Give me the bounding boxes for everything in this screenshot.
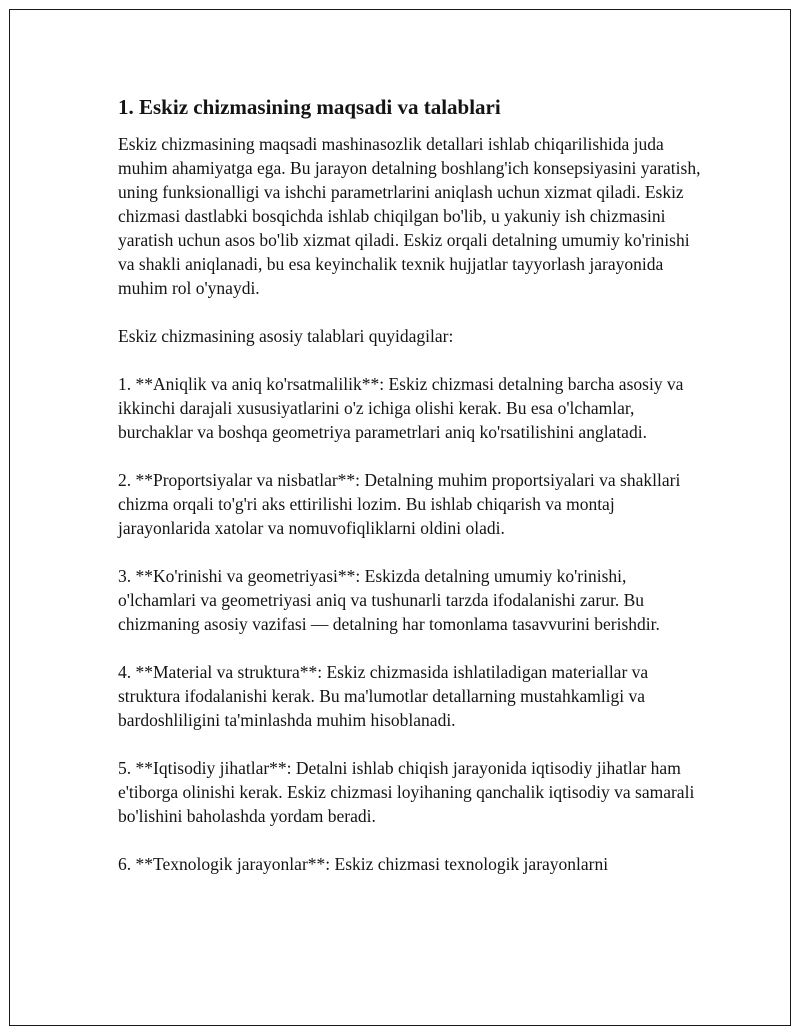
requirement-item-1: 1. **Aniqlik va aniq ko'rsatmalilik**: Eskiz chizmasi detalning barcha asosiy va ikkinchi darajali xususiyatlarini o'z ichiga olishi kerak. Bu esa o'lchamlar, burchaklar va boshqa geometriya parametrlari aniq ko'rsatilishini anglatadi. (118, 374, 684, 442)
intro-paragraph: Eskiz chizmasining maqsadi mashinasozlik detallari ishlab chiqarilishida juda muhim ahamiyatga ega. Bu jarayon detalning boshlang'ich konsepsiyasini yaratish, uning funksionalligi va ishchi parametrlarini aniqlash uchun xizmat qiladi. Eskiz chizmasi dastlabki bosqichda ishlab chiqilgan bo'lib, u yakuniy ish chizmasini yaratish uchun asos bo'lib xizmat qiladi. Eskiz orqali detalning umumiy ko'rinishi va shakli aniqlanadi, bu esa keyinchalik texnik hujjatlar tayyorlash jarayonida muhim rol o'ynaydi. (118, 134, 701, 298)
page-frame (9, 9, 791, 1026)
requirement-item-4: 4. **Material va struktura**: Eskiz chizmasida ishlatiladigan materiallar va struktura ifodalanishi kerak. Bu ma'lumotlar detallarning mustahkamligi va bardoshliligini ta'minlashda muhim hisoblanadi. (118, 662, 649, 730)
document-body (118, 92, 708, 900)
requirements-lead-paragraph: Eskiz chizmasining asosiy talablari quyidagilar: (118, 326, 454, 346)
requirement-item-5: 5. **Iqtisodiy jihatlar**: Detalni ishlab chiqish jarayonida iqtisodiy jihatlar ham e'tiborga olinishi kerak. Eskiz chizmasi loyihaning qanchalik iqtisodiy va samarali bo'lishini baholashda yordam beradi. (118, 758, 695, 826)
section-title: 1. Eskiz chizmasining maqsadi va talablari (118, 95, 501, 119)
requirement-item-2: 2. **Proportsiyalar va nisbatlar**: Detalning muhim proportsiyalari va shakllari chizma orqali to'g'ri aks ettirilishi lozim. Bu ishlab chiqarish va montaj jarayonlarida xatolar va nomuvofiqliklarni oldini oladi. (118, 470, 681, 538)
requirement-item-6: 6. **Texnologik jarayonlar**: Eskiz chizmasi texnologik jarayonlarni (118, 854, 609, 874)
requirement-item-3: 3. **Ko'rinishi va geometriyasi**: Eskizda detalning umumiy ko'rinishi, o'lchamlari va geometriyasi aniq va tushunarli tarzda ifodalanishi zarur. Bu chizmaning asosiy vazifasi — detalning har tomonlama tasavvurini berishdir. (118, 566, 660, 634)
